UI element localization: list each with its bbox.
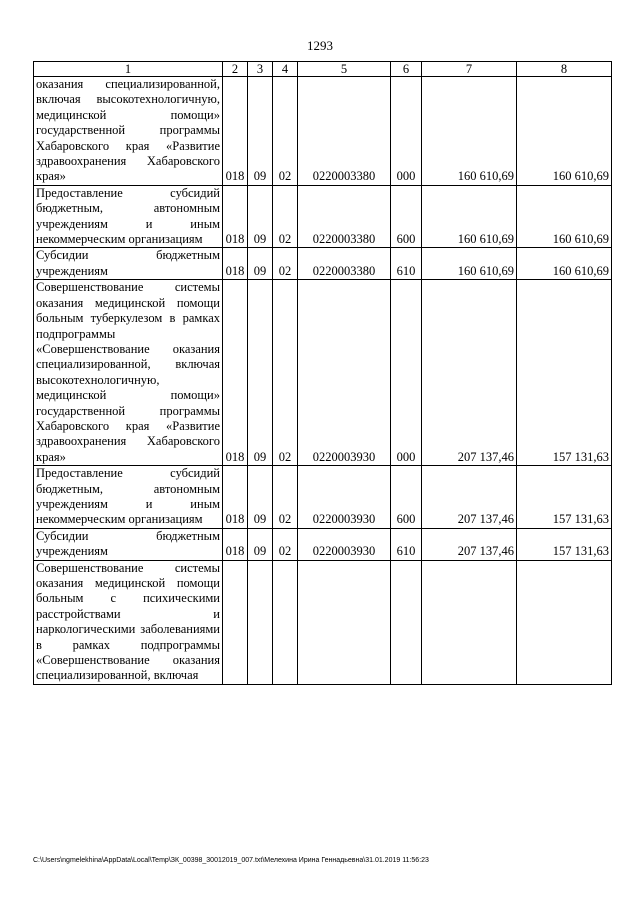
section-code: 09 [248,248,273,280]
amount-planned: 160 610,69 [422,185,517,248]
table-row [34,248,612,280]
expense-type-code [391,560,422,684]
amount-executed: 157 131,63 [517,528,612,560]
section-code: 09 [248,280,273,466]
target-article-code: 0220003380 [298,185,391,248]
row-name: оказания специализированной, включая высокотехнологичную, медицинской помощи» государственной программы Хабаровского края «Развитие здравоохранения Хабаровского края» [34,77,223,186]
row-name: Совершенствование системы оказания медицинской помощи больным туберкулезом в рамках подпрограммы «Совершенствование оказания специализированной, включая высокотехнологичную, медицинской помощи» государственной программы Хабаровского края «Развитие здравоохранения Хабаровского края» [34,280,223,466]
target-article-code: 0220003380 [298,77,391,186]
section-code: 09 [248,528,273,560]
amount-planned: 207 137,46 [422,466,517,529]
row-name: Предоставление субсидий бюджетным, автономным учреждениям и иным некоммерческим организациям [34,466,223,529]
target-article-code: 0220003930 [298,466,391,529]
target-article-code: 0220003930 [298,528,391,560]
ministry-code [223,560,248,684]
expense-type-code: 610 [391,248,422,280]
target-article-code [298,560,391,684]
table-row [34,560,612,684]
target-article-code: 0220003930 [298,280,391,466]
header-col-5: 5 [298,62,391,77]
table-row [34,528,612,560]
subsection-code: 02 [273,528,298,560]
subsection-code: 02 [273,248,298,280]
amount-executed: 157 131,63 [517,280,612,466]
header-col-2: 2 [223,62,248,77]
amount-planned: 160 610,69 [422,77,517,186]
subsection-code: 02 [273,280,298,466]
table-row [34,185,612,248]
subsection-code: 02 [273,466,298,529]
amount-executed: 157 131,63 [517,466,612,529]
row-name: Предоставление субсидий бюджетным, автономным учреждениям и иным некоммерческим организациям [34,185,223,248]
amount-planned: 160 610,69 [422,248,517,280]
section-code: 09 [248,466,273,529]
table-row [34,77,612,186]
subsection-code: 02 [273,77,298,186]
header-col-7: 7 [422,62,517,77]
table-row [34,280,612,466]
table-row [34,466,612,529]
section-code [248,560,273,684]
amount-planned: 207 137,46 [422,528,517,560]
target-article-code: 0220003380 [298,248,391,280]
amount-executed: 160 610,69 [517,185,612,248]
row-name: Совершенствование системы оказания медицинской помощи больным с психическими расстройствами и наркологическими заболеваниями в рамках подпрограммы «Совершенствование оказания специализированной, включая [34,560,223,684]
header-row [34,62,612,77]
expense-type-code: 000 [391,77,422,186]
budget-table [33,61,612,685]
expense-type-code: 600 [391,466,422,529]
amount-planned [422,560,517,684]
header-col-1: 1 [34,62,223,77]
ministry-code: 018 [223,185,248,248]
section-code: 09 [248,77,273,186]
amount-executed: 160 610,69 [517,77,612,186]
header-col-3: 3 [248,62,273,77]
subsection-code: 02 [273,185,298,248]
page-number: 1293 [307,38,333,53]
ministry-code: 018 [223,248,248,280]
ministry-code: 018 [223,528,248,560]
row-name: Субсидии бюджетным учреждениям [34,528,223,560]
header-col-8: 8 [517,62,612,77]
amount-executed [517,560,612,684]
expense-type-code: 610 [391,528,422,560]
amount-executed: 160 610,69 [517,248,612,280]
header-col-4: 4 [273,62,298,77]
row-name: Субсидии бюджетным учреждениям [34,248,223,280]
expense-type-code: 600 [391,185,422,248]
amount-planned: 207 137,46 [422,280,517,466]
ministry-code: 018 [223,77,248,186]
expense-type-code: 000 [391,280,422,466]
header-col-6: 6 [391,62,422,77]
ministry-code: 018 [223,280,248,466]
subsection-code [273,560,298,684]
file-path-footer: C:\Users\ngmelekhina\AppData\Local\Temp\ЗК_00398_30012019_007.txt\Мелехина Ирина Геннадьевна\31.01.2019 11:56:23 [33,857,429,864]
ministry-code: 018 [223,466,248,529]
section-code: 09 [248,185,273,248]
